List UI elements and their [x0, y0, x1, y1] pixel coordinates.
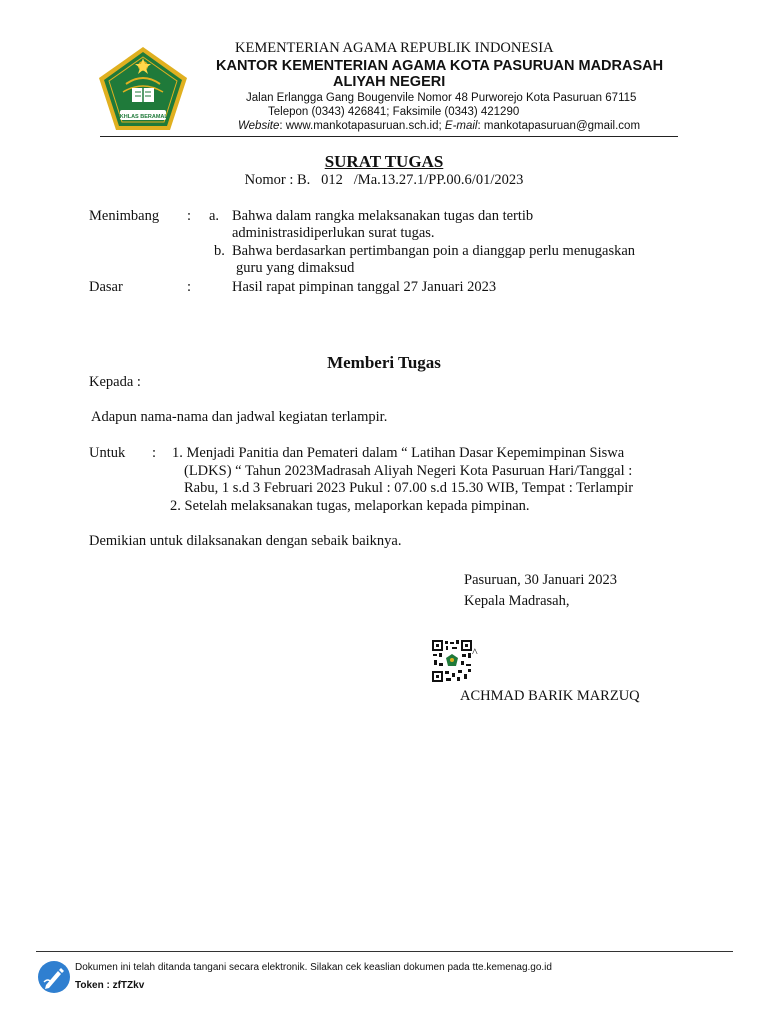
footer-notice: Dokumen ini telah ditanda tangani secara elektronik. Silakan cek keaslian dokumen pada tte.kemenag.go.id	[75, 962, 552, 973]
ministry-name: KEMENTERIAN AGAMA REPUBLIK INDONESIA	[235, 40, 554, 56]
untuk-item2: 2. Setelah melaksanakan tugas, melaporkan kepada pimpinan.	[170, 498, 530, 514]
signature-position: Kepala Madrasah,	[464, 593, 570, 609]
dasar-label: Dasar	[89, 279, 123, 295]
untuk-item1-line1: 1. Menjadi Panitia dan Pemateri dalam “ Latihan Dasar Kepemimpinan Siswa	[172, 445, 625, 461]
letter-title: SURAT TUGAS	[324, 152, 444, 171]
email-label: E-mail	[444, 120, 478, 132]
dasar-colon: :	[187, 279, 192, 295]
letter-number: Nomor : B. 012 /Ma.13.27.1/PP.00.6/01/2023	[244, 172, 524, 188]
e-signature-badge-icon	[37, 960, 71, 994]
email-value: : mankotapasuruan@gmail.com	[477, 120, 641, 132]
closing-text: Demikian untuk dilaksanakan dengan sebaik baiknya.	[89, 533, 402, 549]
menimbang-colon: :	[187, 208, 192, 224]
office-contact	[238, 120, 640, 132]
office-name-line2: ALIYAH NEGERI	[333, 74, 446, 90]
website-value: : www.mankotapasuruan.sch.id;	[279, 120, 445, 132]
untuk-label: Untuk	[89, 445, 126, 461]
untuk-colon: :	[152, 445, 157, 461]
adapun-text: Adapun nama-nama dan jadwal kegiatan terlampir.	[91, 409, 388, 425]
footer-token: Token : zfTZkv	[75, 980, 145, 991]
menimbang-b-line1: Bahwa berdasarkan pertimbangan poin a dianggap perlu menugaskan	[232, 243, 636, 259]
footer-divider	[36, 951, 733, 952]
untuk-item1-line3: Rabu, 1 s.d 3 Februari 2023 Pukul : 07.00 s.d 15.30 WIB, Tempat : Terlampir	[184, 480, 634, 496]
menimbang-b-marker: b.	[214, 243, 225, 259]
dasar-text: Hasil rapat pimpinan tanggal 27 Januari 2023	[232, 279, 497, 295]
office-name-line1: KANTOR KEMENTERIAN AGAMA KOTA PASURUAN MADRASAH	[216, 58, 664, 74]
website-label: Website	[238, 120, 280, 132]
signature-qr-code	[432, 640, 472, 682]
menimbang-b-line2: guru yang dimaksud	[236, 260, 355, 276]
signature-name: ACHMAD BARIK MARZUQ	[460, 688, 640, 704]
kepada-label: Kepada :	[89, 374, 141, 390]
menimbang-a-line1: Bahwa dalam rangka melaksanakan tugas dan tertib	[232, 208, 534, 224]
section-subtitle: Memberi Tugas	[327, 353, 441, 372]
signature-place-date: Pasuruan, 30 Januari 2023	[464, 572, 618, 588]
menimbang-a-marker: a.	[209, 208, 220, 224]
untuk-item1-line2: (LDKS) “ Tahun 2023Madrasah Aliyah Negeri Kota Pasuruan Hari/Tanggal :	[184, 463, 633, 479]
menimbang-a-line2: administrasidiperlukan surat tugas.	[232, 225, 435, 241]
office-address: Jalan Erlangga Gang Bougenvile Nomor 48 Purworejo Kota Pasuruan 67115	[246, 92, 637, 104]
logo-banner-text: IKHLAS BERAMAL	[118, 114, 168, 120]
letterhead-divider	[100, 136, 678, 137]
office-phone: Telepon (0343) 426841; Faksimile (0343) 421290	[268, 106, 520, 118]
signature-caret: ^	[472, 645, 478, 659]
menimbang-label: Menimbang	[89, 208, 160, 224]
ministry-logo	[96, 44, 190, 134]
